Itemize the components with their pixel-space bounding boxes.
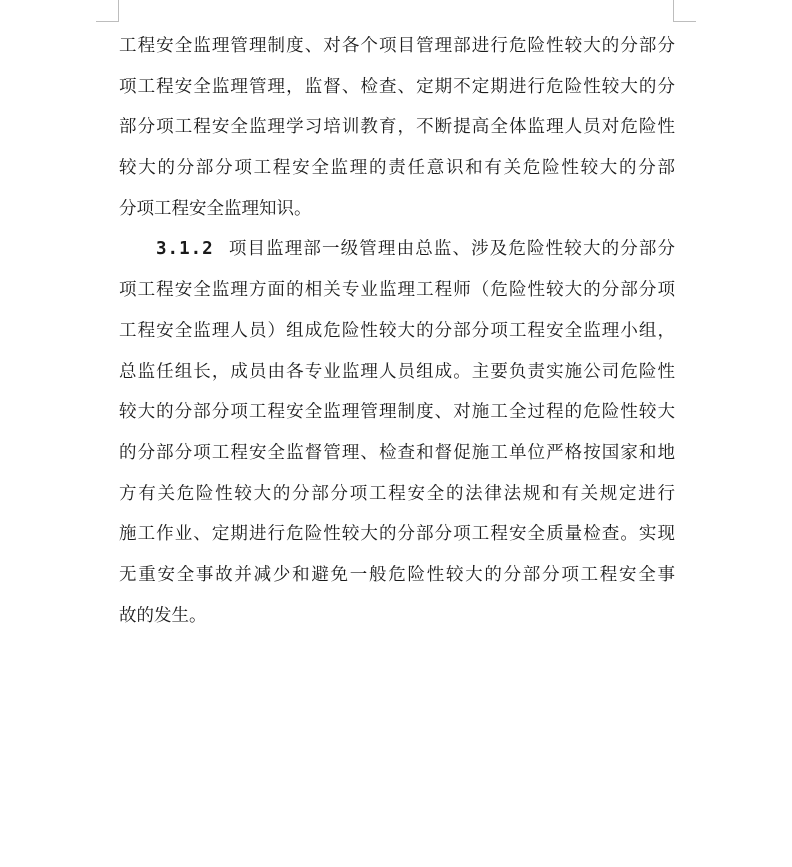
- text-run: 项目监理部一级管理由总监、涉及危险性较大的分部分: [227, 239, 675, 260]
- section-first-line: [119, 229, 675, 270]
- text-line: 施工作业、定期进行危险性较大的分部分项工程安全质量检查。实现: [119, 524, 675, 545]
- text-line: 较大的分部分项工程安全监理管理制度、对施工全过程的危险性较大: [119, 402, 675, 423]
- text-line: 工程安全监理人员）组成危险性较大的分部分项工程安全监理小组，: [119, 320, 675, 341]
- text-line: 部分项工程安全监理学习培训教育，不断提高全体监理人员对危险性: [119, 117, 675, 138]
- text-line: 方有关危险性较大的分部分项工程安全的法律法规和有关规定进行: [119, 483, 675, 504]
- text-line: 无重安全事故并减少和避免一般危险性较大的分部分项工程安全事: [119, 564, 675, 585]
- text-line: 较大的分部分项工程安全监理的责任意识和有关危险性较大的分部: [119, 158, 675, 179]
- text-line: 总监任组长，成员由各专业监理人员组成。主要负责实施公司危险性: [119, 361, 675, 382]
- paragraph-2: [119, 229, 675, 636]
- text-line: 项工程安全监理方面的相关专业监理工程师（危险性较大的分部分项: [119, 280, 675, 301]
- page-corner-mark-left: [96, 0, 119, 22]
- section-number: 3.1.2: [156, 239, 214, 260]
- text-line: 故的发生。: [119, 605, 207, 626]
- body-text: [119, 26, 675, 636]
- text-line: 分项工程安全监理知识。: [119, 198, 312, 219]
- paragraph-1: [119, 26, 675, 229]
- text-line: 工程安全监理管理制度、对各个项目管理部进行危险性较大的分部分: [119, 36, 675, 56]
- text-line: 的分部分项工程安全监督管理、检查和督促施工单位严格按国家和地: [119, 442, 675, 463]
- text-line: 项工程安全监理管理，监督、检查、定期不定期进行危险性较大的分: [119, 76, 675, 97]
- page-corner-mark-right: [673, 0, 696, 22]
